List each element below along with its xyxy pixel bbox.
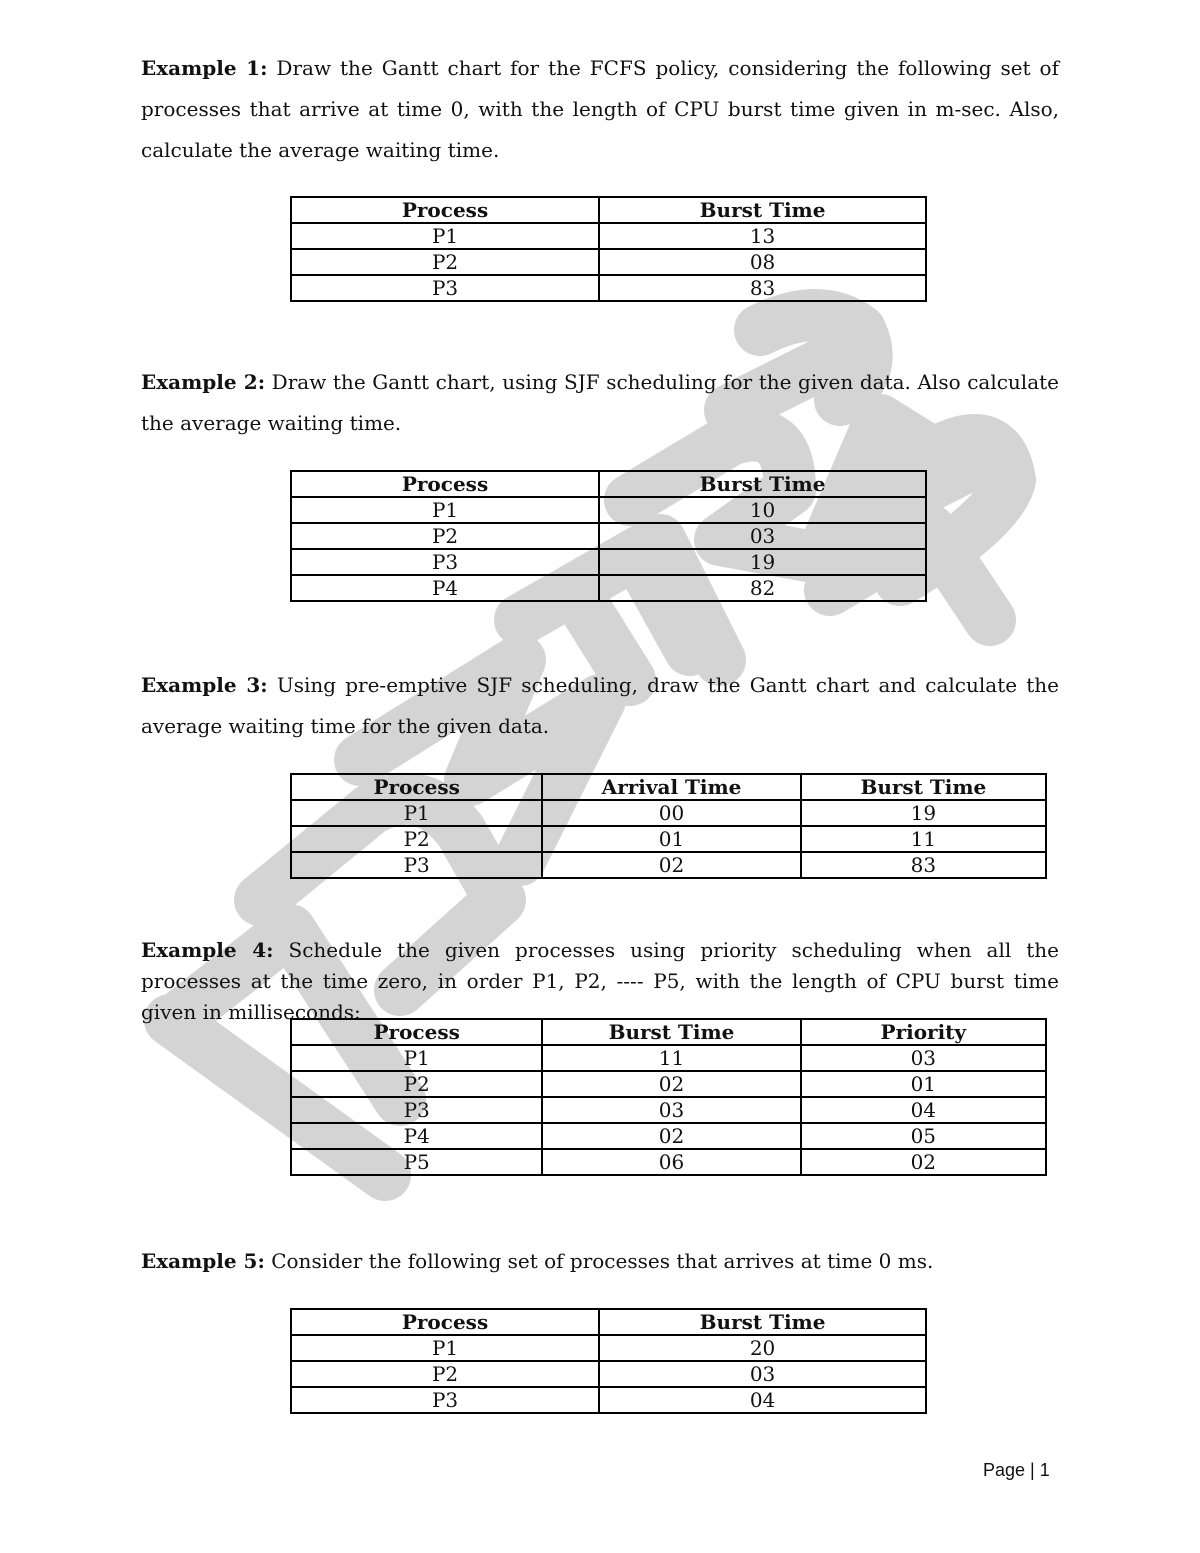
table-cell: 83 bbox=[801, 852, 1046, 878]
table-cell: P2 bbox=[291, 523, 599, 549]
table-cell: P1 bbox=[291, 223, 599, 249]
example-4-text: Schedule the given processes using priority scheduling when all the processes at the time zero, in order P1, P2, ---- P5, with the length of CPU burst time given in milliseconds: bbox=[141, 938, 1060, 1024]
table-cell: 02 bbox=[542, 1123, 800, 1149]
table-row bbox=[291, 1045, 1046, 1071]
table-cell: 83 bbox=[599, 275, 926, 301]
table-cell: 02 bbox=[801, 1149, 1046, 1175]
table-row bbox=[291, 1097, 1046, 1123]
table-cell: 04 bbox=[599, 1387, 926, 1413]
table-row bbox=[291, 549, 926, 575]
table-cell: 03 bbox=[801, 1045, 1046, 1071]
table-header: Process bbox=[291, 774, 542, 800]
example-2-table bbox=[290, 470, 927, 602]
example-5-label: Example 5: bbox=[141, 1249, 265, 1273]
table-cell: 19 bbox=[801, 800, 1046, 826]
table-row bbox=[291, 1387, 926, 1413]
table-cell: 13 bbox=[599, 223, 926, 249]
table-row bbox=[291, 1361, 926, 1387]
example-4-paragraph bbox=[141, 935, 1059, 1028]
table-cell: P3 bbox=[291, 852, 542, 878]
example-2-label: Example 2: bbox=[141, 370, 266, 394]
table-header: Burst Time bbox=[542, 1019, 800, 1045]
example-5-table bbox=[290, 1308, 927, 1414]
table-header: Priority bbox=[801, 1019, 1046, 1045]
example-5-paragraph bbox=[141, 1241, 1059, 1282]
table-row bbox=[291, 497, 926, 523]
table-cell: 11 bbox=[542, 1045, 800, 1071]
example-4-table bbox=[290, 1018, 1047, 1176]
table-cell: 01 bbox=[542, 826, 800, 852]
table-row bbox=[291, 1071, 1046, 1097]
example-3-paragraph bbox=[141, 665, 1059, 747]
table-cell: 20 bbox=[599, 1335, 926, 1361]
example-3-text: Using pre-emptive SJF scheduling, draw the Gantt chart and calculate the average waiting time for the given data. bbox=[141, 673, 1059, 738]
table-cell: 08 bbox=[599, 249, 926, 275]
table-cell: 02 bbox=[542, 852, 800, 878]
table-row bbox=[291, 800, 1046, 826]
table-header: Process bbox=[291, 1019, 542, 1045]
table-row bbox=[291, 275, 926, 301]
example-3-label: Example 3: bbox=[141, 673, 268, 697]
table-header: Arrival Time bbox=[542, 774, 800, 800]
example-2-text: Draw the Gantt chart, using SJF scheduling for the given data. Also calculate the average waiting time. bbox=[141, 370, 1060, 435]
table-row bbox=[291, 1123, 1046, 1149]
example-2-paragraph bbox=[141, 362, 1059, 444]
table-cell: P1 bbox=[291, 800, 542, 826]
table-cell: P2 bbox=[291, 826, 542, 852]
table-cell: 05 bbox=[801, 1123, 1046, 1149]
table-cell: P3 bbox=[291, 275, 599, 301]
table-cell: 82 bbox=[599, 575, 926, 601]
table-row bbox=[291, 1335, 926, 1361]
table-row bbox=[291, 852, 1046, 878]
table-cell: P2 bbox=[291, 1071, 542, 1097]
table-cell: 11 bbox=[801, 826, 1046, 852]
table-header: Process bbox=[291, 197, 599, 223]
table-row bbox=[291, 1149, 1046, 1175]
table-row bbox=[291, 575, 926, 601]
table-cell: P2 bbox=[291, 1361, 599, 1387]
example-3-table bbox=[290, 773, 1047, 879]
table-cell: P3 bbox=[291, 1387, 599, 1413]
table-cell: 03 bbox=[599, 1361, 926, 1387]
table-row bbox=[291, 249, 926, 275]
table-header-row bbox=[291, 774, 1046, 800]
example-1-paragraph bbox=[141, 48, 1059, 171]
table-row bbox=[291, 826, 1046, 852]
table-cell: P4 bbox=[291, 575, 599, 601]
table-cell: P3 bbox=[291, 549, 599, 575]
example-1-label: Example 1: bbox=[141, 56, 268, 80]
table-cell: 02 bbox=[542, 1071, 800, 1097]
table-header-row bbox=[291, 197, 926, 223]
table-cell: P3 bbox=[291, 1097, 542, 1123]
table-header: Process bbox=[291, 1309, 599, 1335]
table-row bbox=[291, 523, 926, 549]
example-5-text: Consider the following set of processes that arrives at time 0 ms. bbox=[264, 1249, 934, 1273]
table-cell: P2 bbox=[291, 249, 599, 275]
table-cell: 04 bbox=[801, 1097, 1046, 1123]
table-header-row bbox=[291, 1309, 926, 1335]
table-header: Burst Time bbox=[801, 774, 1046, 800]
table-cell: 06 bbox=[542, 1149, 800, 1175]
table-cell: 01 bbox=[801, 1071, 1046, 1097]
table-cell: 00 bbox=[542, 800, 800, 826]
table-header-row bbox=[291, 471, 926, 497]
table-cell: 19 bbox=[599, 549, 926, 575]
table-cell: 10 bbox=[599, 497, 926, 523]
table-cell: P5 bbox=[291, 1149, 542, 1175]
table-cell: P4 bbox=[291, 1123, 542, 1149]
table-header: Process bbox=[291, 471, 599, 497]
example-1-text: Draw the Gantt chart for the FCFS policy, considering the following set of processes that arrive at time 0, with the length of CPU burst time given in m-sec. Also, calculate the average waiting time. bbox=[141, 56, 1059, 162]
table-cell: P1 bbox=[291, 1335, 599, 1361]
table-row bbox=[291, 223, 926, 249]
example-4-label: Example 4: bbox=[141, 938, 274, 962]
table-cell: 03 bbox=[599, 523, 926, 549]
table-cell: P1 bbox=[291, 1045, 542, 1071]
table-cell: 03 bbox=[542, 1097, 800, 1123]
table-cell: P1 bbox=[291, 497, 599, 523]
table-header-row bbox=[291, 1019, 1046, 1045]
example-1-table bbox=[290, 196, 927, 302]
table-header: Burst Time bbox=[599, 197, 926, 223]
table-header: Burst Time bbox=[599, 1309, 926, 1335]
table-header: Burst Time bbox=[599, 471, 926, 497]
page-number: Page | 1 bbox=[983, 1460, 1050, 1480]
